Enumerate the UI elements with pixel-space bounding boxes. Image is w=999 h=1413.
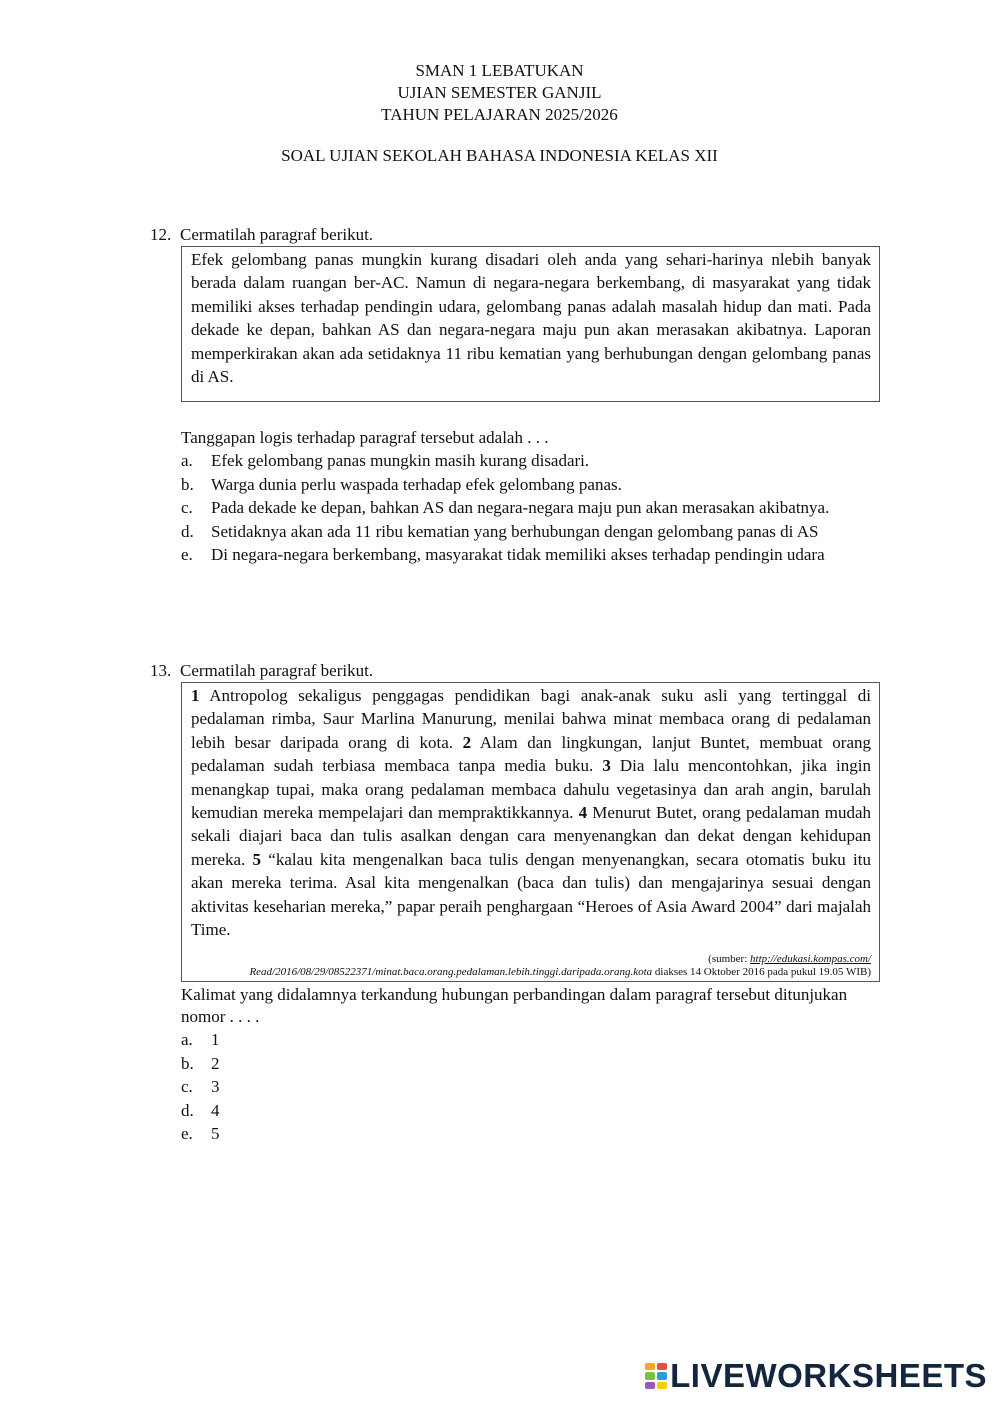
sentence-number: 4: [578, 803, 588, 823]
sentence-number: 2: [462, 732, 472, 752]
logo-tile: [657, 1372, 667, 1379]
source-link[interactable]: http://edukasi.kompas.com/: [750, 953, 871, 966]
question-instruction: Cermatilah paragraf berikut.: [180, 225, 374, 244]
option-b[interactable]: b. 2: [181, 1053, 220, 1073]
question-instruction: Cermatilah paragraf berikut.: [180, 661, 374, 680]
sentence-text: Antropolog sekaligus penggagas pendidikan bagi anak-anak suku asli yang tertinggal di pedalaman rimba, Saur Marlina Manurung, menilai bahwa minat membaca orang di pedalaman lebih besar daripada orang di kota.: [191, 686, 871, 752]
academic-year: TAHUN PELAJARAN 2025/2026: [381, 105, 618, 124]
sentence-text: Menurut Butet, orang pedalaman mudah sekali diajari baca dan tulis asalkan dengan cara menyenangkan dan dekat dengan kehidupan mereka.: [191, 803, 871, 869]
sentence-number: 3: [602, 756, 611, 776]
logo-icon: [645, 1363, 667, 1389]
question-12-heading: [150, 224, 880, 246]
question-number: 12.: [150, 225, 172, 244]
question-13-heading: [150, 660, 880, 682]
paragraph-box: [181, 246, 880, 402]
option-a[interactable]: a. 1: [181, 1030, 220, 1050]
source-suffix: diakses 14 Oktober 2016 pada pukul 19.05 WIB): [652, 966, 871, 979]
sentence-number: 5: [252, 849, 262, 869]
paragraph-text: Efek gelombang panas mungkin kurang disadari oleh anda yang sehari-harinya nlebih banyak berada dalam ruangan ber-AC. Namun di negara-negara berkembang, di masyarakat yang tidak memiliki akses terhadap pendingin udara, gelombang panas adalah masalah hidup dan mati. Pada dekade ke depan, bahkan AS dan negara-negara maju pun akan merasakan akibatnya. Laporan memperkirakan akan ada setidaknya 11 ribu kematian yang berhubungan dengan gelombang panas di AS.: [191, 250, 871, 387]
option-d[interactable]: d. 4: [181, 1100, 220, 1120]
liveworksheets-logo: [645, 1357, 987, 1395]
exam-name: UJIAN SEMESTER GANJIL: [397, 83, 602, 102]
sentence-text: Dia lalu mencontohkan, jika ingin menangkap tupai, maka orang pedalaman membaca dahulu vegetasinya dan arah angin, barulah kemudian mereka mempelajari dan mempraktikkannya.: [191, 756, 871, 823]
question-number: 13.: [150, 661, 172, 680]
option-b[interactable]: b. Warga dunia perlu waspada terhadap efek gelombang panas.: [181, 474, 622, 494]
question-prompt: Tanggapan logis terhadap paragraf tersebut adalah . . .: [181, 428, 549, 447]
source-path: Read/2016/08/29/08522371/minat.baca.orang.pedalaman.lebih.tinggi.daripada.orang.kota: [249, 966, 653, 979]
logo-tile: [645, 1372, 655, 1379]
sentence-text: Alam dan lingkungan, lanjut Buntet, membuat orang pedalaman sudah terbiasa membaca tanpa media buku.: [191, 732, 871, 776]
answer-options: [181, 1028, 880, 1146]
exam-header: [0, 60, 999, 167]
question-13: [150, 660, 880, 1146]
option-c[interactable]: c. Pada dekade ke depan, bahkan AS dan negara-negara maju pun akan merasakan akibatnya.: [181, 498, 830, 517]
option-e[interactable]: e. Di negara-negara berkembang, masyarakat tidak memiliki akses terhadap pendingin udara: [181, 545, 825, 564]
sentence-text: “kalau kita mengenalkan baca tulis dengan menyenangkan, secara otomatis buku itu akan mereka terima. Asal kita mengenalkan (baca dan tulis) dan mengajarinya sesuai dengan aktivitas keseharian mereka,” papar peraih penghargaan “Heroes of Asia Award 2004” dari majalah Time.: [191, 849, 871, 940]
exam-subject: SOAL UJIAN SEKOLAH BAHASA INDONESIA KELAS XII: [281, 146, 718, 165]
source-citation: (sumber: http://edukasi.kompas.com/ Read/2016/08/29/08522371/minat.baca.orang.pedalaman.lebih.tinggi.daripada.orang.kota diakses 14 Oktober 2016 pada pukul 19.05 WIB): [249, 953, 871, 979]
logo-text: LIVEWORKSHEETS: [670, 1357, 987, 1394]
logo-tile: [657, 1382, 667, 1389]
paragraph-box: [181, 682, 880, 982]
paragraph-text: [191, 684, 871, 941]
option-d[interactable]: d. Setidaknya akan ada 11 ribu kematian yang berhubungan dengan gelombang panas di AS: [181, 521, 819, 541]
logo-tile: [645, 1363, 655, 1370]
question-prompt: Kalimat yang didalamnya terkandung hubungan perbandingan dalam paragraf tersebut ditunjukan nomor . . . .: [181, 985, 848, 1027]
logo-tile: [645, 1382, 655, 1389]
option-c[interactable]: c. 3: [181, 1077, 220, 1097]
question-12: [150, 224, 880, 567]
logo-tile: [657, 1363, 667, 1370]
school-name: SMAN 1 LEBATUKAN: [415, 61, 584, 80]
option-e[interactable]: e. 5: [181, 1124, 220, 1144]
option-a[interactable]: a. Efek gelombang panas mungkin masih kurang disadari.: [181, 451, 590, 470]
answer-options: [181, 449, 880, 567]
sentence-number: 1: [191, 686, 200, 705]
